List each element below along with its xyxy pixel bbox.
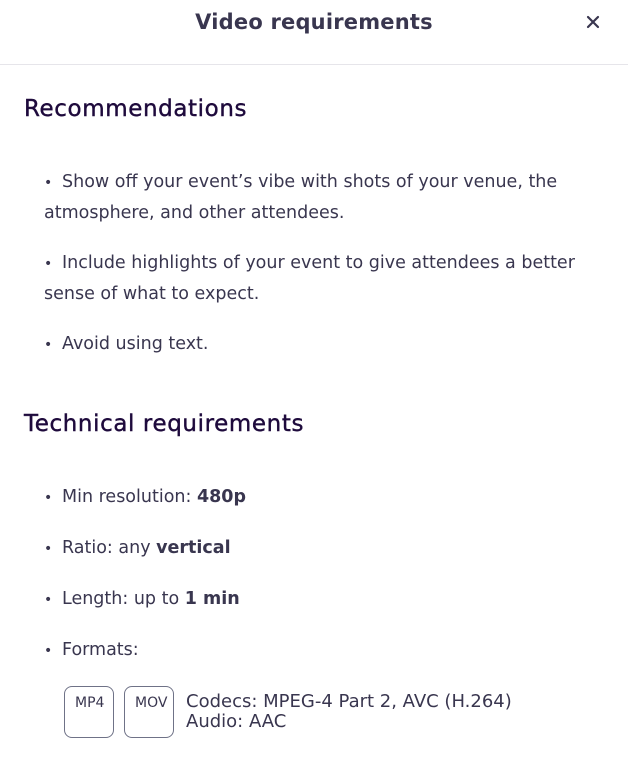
list-item [44,635,604,666]
formats-row [64,686,512,738]
recommendation-text: Avoid using text. [62,334,209,354]
recommendation-text: Show off your event’s vibe with shots of your venue, the atmosphere, and other attendees. [44,172,558,223]
format-badge-mp4: MP4 [64,686,114,738]
resolution-value: 480p [196,487,247,507]
resolution-label: Min resolution: [62,487,197,507]
list-item [44,329,604,360]
codecs-text: Codecs: MPEG-4 Part 2, AVC (H.264) [186,691,512,712]
recommendations-list [44,167,604,360]
list-item [44,584,604,615]
bullet-icon: • [44,490,53,506]
bullet-icon: • [44,643,53,659]
length-label: Length: up to [62,589,185,609]
bullet-icon: • [44,256,53,272]
bullet-icon: • [44,175,53,191]
technical-requirements-list [44,482,604,666]
bullet-icon: • [44,541,53,557]
ratio-label: Ratio: any [62,538,157,558]
bullet-icon: • [44,337,53,353]
list-item [44,533,604,564]
format-badge-mov: MOV [124,686,174,738]
recommendation-text: Include highlights of your event to give attendees a better sense of what to expect. [44,253,575,304]
list-item [44,482,604,513]
formats-label: Formats: [62,640,139,660]
recommendations-heading: Recommendations [24,96,248,122]
bullet-icon: • [44,592,53,608]
codec-info [186,686,512,732]
technical-requirements-heading: Technical requirements [24,411,305,437]
modal-title: Video requirements [195,10,433,34]
list-item [44,167,604,228]
list-item [44,248,604,309]
ratio-value: vertical [156,538,231,558]
close-button[interactable] [579,8,607,36]
audio-text: Audio: AAC [186,711,287,732]
modal-header [0,0,628,65]
length-value: 1 min [184,589,240,609]
close-icon [586,15,600,29]
